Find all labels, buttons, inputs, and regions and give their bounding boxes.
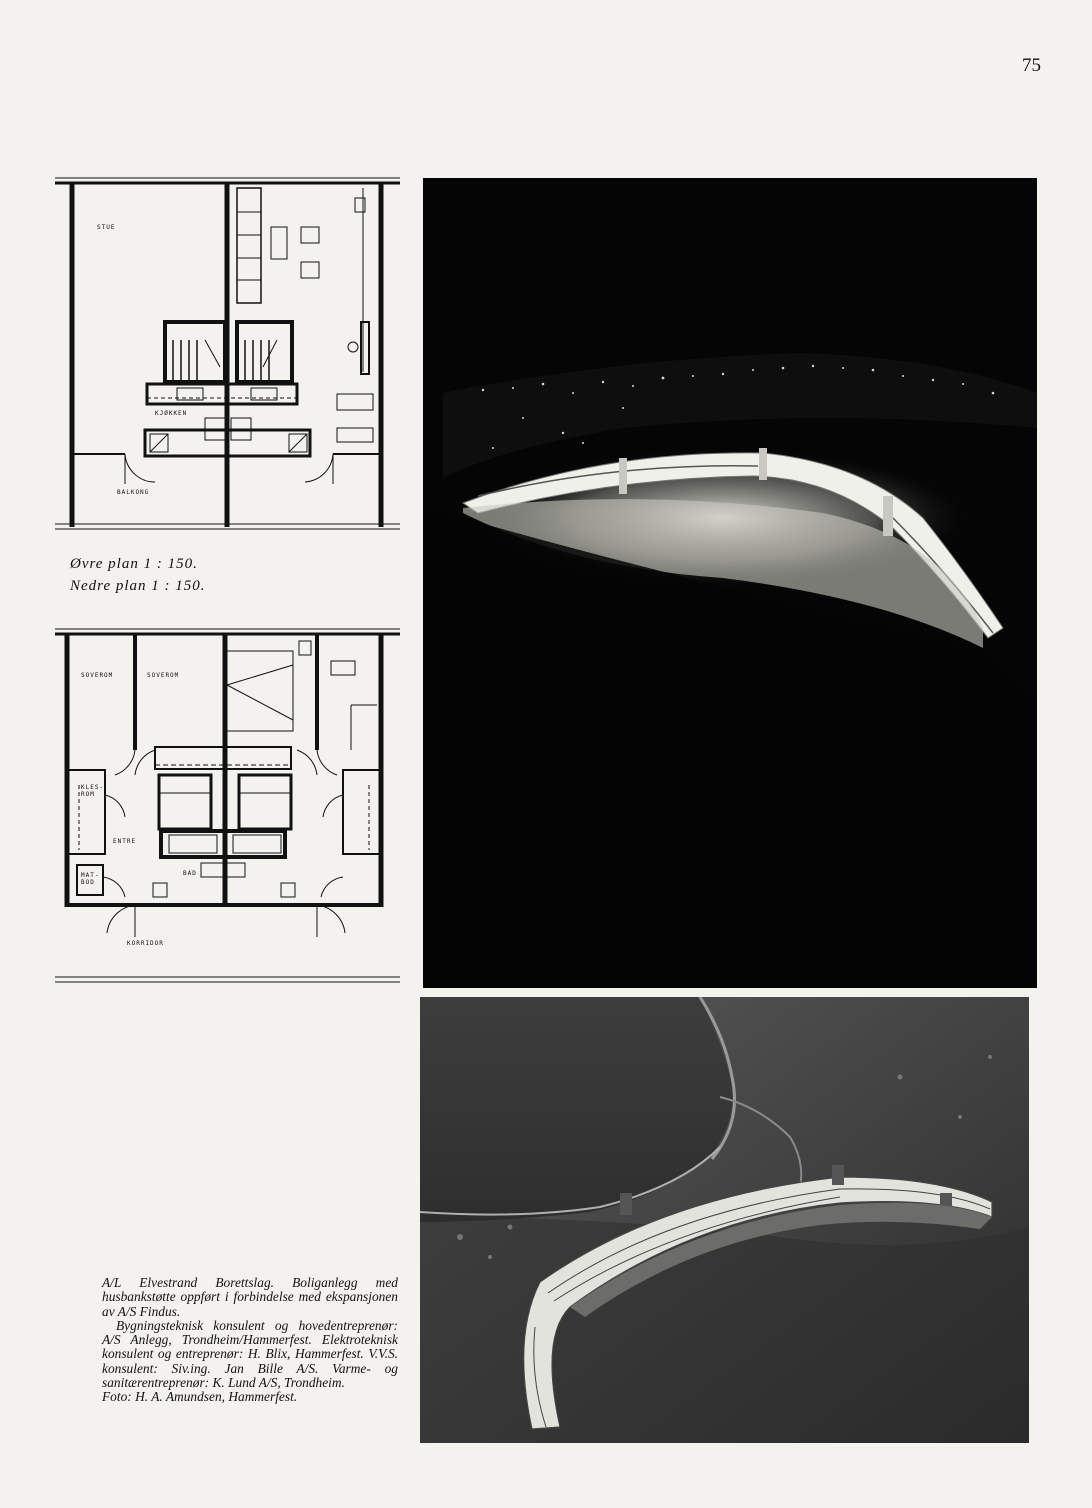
lower-label-klesrom: KLES-ROM [81,784,105,798]
lower-label-korridor: KORRIDOR [127,940,164,947]
night-aerial-photo [423,178,1037,988]
lower-plan-caption: Nedre plan 1 : 150. [70,578,206,594]
upper-label-balkong: BALKONG [117,489,150,496]
lower-floor-plan [55,625,400,987]
lower-label-soverom-1: SOVEROM [81,672,114,679]
lower-label-entre: ENTRE [113,838,137,845]
lower-label-soverom-2: SOVEROM [147,672,180,679]
plan-captions [70,553,206,597]
caption-paragraph-2: Bygningsteknisk konsulent og hovedentreprenør: A/S Anlegg, Trondheim/Hammerfest. Elektroteknisk konsulent og entreprenør: H. Blix, Hammerfest. V.V.S. konsulent: Siv.ing. Jan Bille A/S. Varme- og sanitærentreprenør: K. Lund A/S, Trondheim. [102,1317,398,1391]
day-aerial-photo [420,997,1029,1443]
upper-label-kjokken: KJØKKEN [155,410,188,417]
lower-label-bad: BAD [183,870,197,877]
upper-label-stue: STUE [97,224,116,231]
upper-plan-caption: Øvre plan 1 : 150. [70,556,198,572]
upper-floor-plan [55,172,400,534]
caption-photo-credit: Foto: H. A. Amundsen, Hammerfest. [102,1389,298,1405]
caption-paragraph-1: A/L Elvestrand Borettslag. Boliganlegg med husbankstøtte oppført i forbindelse med ekspansjonen av A/S Findus. [102,1275,398,1319]
photo-caption [102,1276,398,1405]
page-number: 75 [1022,55,1041,76]
lower-label-matbod: MAT-BOD [81,872,100,886]
